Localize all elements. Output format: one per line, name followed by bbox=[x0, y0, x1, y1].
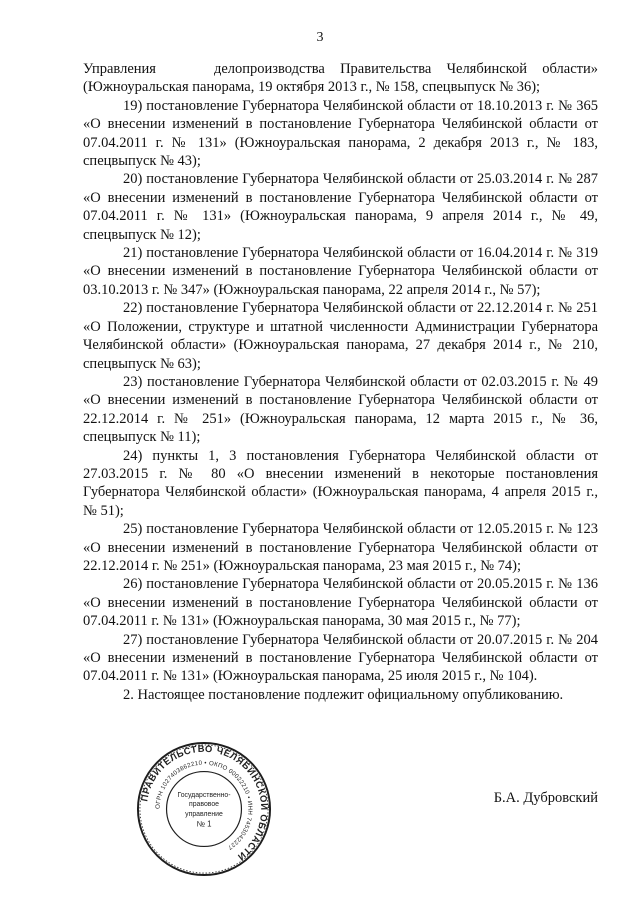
intro-paragraph bbox=[83, 60, 598, 97]
list-item-22: 22) постановление Губернатора Челябинской области от 22.12.2014 г. № 251 «О Положении, структуре и штатной численности Администрации Губернатора Челябинской области» (Южноуральская панорама, 27 декабря 2014 г., № 210, спецвыпуск № 63); bbox=[83, 300, 598, 372]
page-number: 3 bbox=[316, 30, 324, 45]
list-item-21: 21) постановление Губернатора Челябинской области от 16.04.2014 г. № 319 «О внесении изменений в постановление Губернатора Челябинской области от 03.10.2013 г. № 347» (Южноуральская панорама, 22 апреля 2014 г., № 57); bbox=[83, 245, 598, 298]
intro-text-rest: делопроизводства Правительства Челябинской области» (Южноуральская панорама, 19 октября 2013 г., № 158, спецвыпуск № 36); bbox=[83, 61, 598, 96]
seal-inner-line-3: управление bbox=[185, 810, 223, 818]
document-body bbox=[83, 60, 598, 704]
list-item-20: 20) постановление Губернатора Челябинской области от 25.03.2014 г. № 287 «О внесении изменений в постановление Губернатора Челябинской области от 07.04.2011 г. № 131» (Южноуральская панорама, 9 апреля 2014 г., № 49, спецвыпуск № 12); bbox=[83, 171, 598, 243]
list-item-27: 27) постановление Губернатора Челябинской области от 20.07.2015 г. № 204 «О внесении изменений в постановление Губернатора Челябинской области от 07.04.2011 г. № 131» (Южноуральская панорама, 25 июля 2015 г., № 104). bbox=[83, 631, 598, 685]
seal-inner-line-2: правовое bbox=[189, 801, 219, 809]
list-item-19: 19) постановление Губернатора Челябинской области от 18.10.2013 г. № 365 «О внесении изменений в постановление Губернатора Челябинской области от 07.04.2011 г. № 131» (Южноуральская панорама, 2 декабря 2013 г., № 183, спецвыпуск № 43); bbox=[83, 97, 598, 170]
list-item-23: 23) постановление Губернатора Челябинской области от 02.03.2015 г. № 49 «О внесении изменений в постановление Губернатора Челябинской области от 22.12.2014 г. № 251» (Южноуральская панорама, 12 марта 2015 г., № 36, спецвыпуск № 11); bbox=[83, 373, 598, 446]
list-item-25: 25) постановление Губернатора Челябинской области от 12.05.2015 г. № 123 «О внесении изменений в постановление Губернатора Челябинской области от 22.12.2014 г. № 251» (Южноуральская панорама, 23 мая 2015 г., № 74); bbox=[83, 521, 598, 574]
signature-name: Б.А. Дубровский bbox=[493, 790, 598, 806]
seal-codes-text: ОГРН 1027403862210 • ОКПО 00022210 • ИНН 7453042227 bbox=[154, 759, 254, 851]
seal-inner-line-4: № 1 bbox=[196, 819, 212, 829]
final-clause: 2. Настоящее постановление подлежит официальному опубликованию. bbox=[123, 686, 564, 703]
list-item-26: 26) постановление Губернатора Челябинской области от 20.05.2015 г. № 136 «О внесении изменений в постановление Губернатора Челябинской области от 07.04.2011 г. № 131» (Южноуральская панорама, 30 мая 2015 г., № 77); bbox=[83, 576, 598, 630]
seal-outer-text: ПРАВИТЕЛЬСТВО ЧЕЛЯБИНСКОЙ ОБЛАСТИ bbox=[139, 743, 270, 863]
intro-text-start: Управления bbox=[83, 61, 156, 77]
official-seal bbox=[135, 740, 273, 878]
seal-inner-line-1: Государственно- bbox=[177, 792, 231, 800]
seal-stamp-icon bbox=[135, 740, 273, 878]
list-item-24: 24) пункты 1, 3 постановления Губернатора Челябинской области от 27.03.2015 г. № 80 «О внесении изменений в некоторые постановления Губернатора Челябинской области» (Южноуральская панорама, 4 апреля 2015 г., № 51); bbox=[83, 447, 598, 519]
